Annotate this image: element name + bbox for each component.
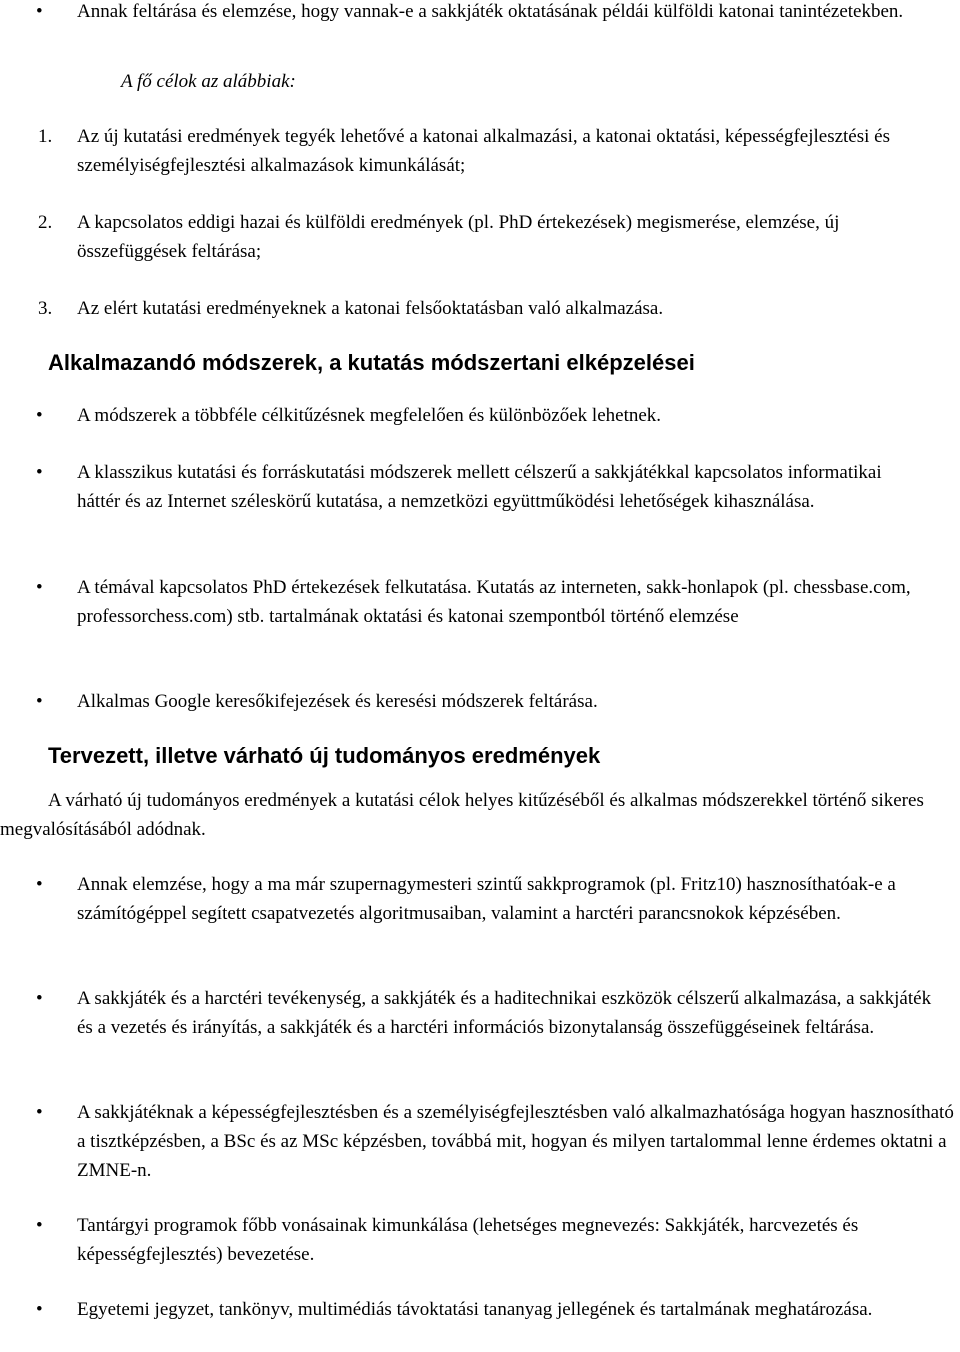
list-item-text: Annak feltárása és elemzése, hogy vannak-e a sakkjáték oktatásának példái külföldi katonai tanintézetekben.	[77, 1, 904, 22]
bullet-icon: •	[36, 1299, 43, 1320]
list-item-text: A kapcsolatos eddigi hazai és külföldi eredmények (pl. PhD értekezések) megismerése, elemzése, új összefüggések feltárása;	[77, 212, 840, 262]
list-item-text: Alkalmas Google keresőkifejezések és keresési módszerek feltárása.	[77, 691, 598, 712]
list-number: 1.	[38, 126, 53, 147]
bullet-icon: •	[36, 577, 43, 598]
list-item-text: A témával kapcsolatos PhD értekezések felkutatása. Kutatás az interneten, sakk-honlapok (pl. chessbase.com, professorchess.com) stb. tartalmának oktatási és katonai szempontból történő elemzése	[77, 577, 911, 627]
bullet-icon: •	[36, 462, 43, 483]
bullet-icon: •	[36, 691, 43, 712]
bullet-icon: •	[36, 1, 43, 22]
bullet-icon: •	[36, 1102, 43, 1123]
methods-heading: Alkalmazandó módszerek, a kutatás módszertani elképzelései	[48, 350, 695, 375]
list-item-text: A klasszikus kutatási és forráskutatási módszerek mellett célszerű a sakkjátékkal kapcsolatos informatikai háttér és az Internet széleskörű kutatása, a nemzetközi együttműködési lehetőségek kihasználása.	[77, 462, 882, 512]
list-number: 3.	[38, 298, 53, 319]
list-item-text: Egyetemi jegyzet, tankönyv, multimédiás távoktatási tananyag jellegének és tartalmának meghatározása.	[77, 1299, 873, 1320]
list-item-text: A sakkjátéknak a képességfejlesztésben és a személyiségfejlesztésben való alkalmazhatósága hogyan hasznosítható a tisztképzésben, a BSc és az MSc képzésben, továbbá mit, hogyan és milyen tartalommal lenne érdemes oktatni a ZMNE-n.	[77, 1102, 954, 1181]
results-paragraph: A várható új tudományos eredmények a kutatási célok helyes kitűzéséből és alkalmas módszerekkel történő sikeres megvalósításából adódnak.	[0, 790, 924, 840]
list-item-text: Tantárgyi programok főbb vonásainak kimunkálása (lehetséges megnevezés: Sakkjáték, harcvezetés és képességfejlesztés) bevezetése.	[77, 1215, 859, 1265]
bullet-icon: •	[36, 874, 43, 895]
list-item-text: Az új kutatási eredmények tegyék lehetővé a katonai alkalmazási, a katonai oktatási, képességfejlesztési és személyiségfejlesztési alkalmazások kimunkálását;	[77, 126, 890, 176]
bullet-icon: •	[36, 1215, 43, 1236]
bullet-icon: •	[36, 405, 43, 426]
goals-subheading: A fő célok az alábbiak:	[121, 71, 296, 92]
results-heading: Tervezett, illetve várható új tudományos eredmények	[48, 743, 601, 768]
list-item-text: Annak elemzése, hogy a ma már szupernagymesteri szintű sakkprogramok (pl. Fritz10) hasznosíthatóak-e a számítógéppel segített csapatvezetés algoritmusaiban, valamint a harctéri parancsnokok képzésében.	[77, 874, 896, 924]
list-item-text: A módszerek a többféle célkitűzésnek megfelelően és különbözőek lehetnek.	[77, 405, 662, 426]
bullet-icon: •	[36, 988, 43, 1009]
list-number: 2.	[38, 212, 53, 233]
list-item-text: Az elért kutatási eredményeknek a katonai felsőoktatásban való alkalmazása.	[77, 298, 664, 319]
list-item-text: A sakkjáték és a harctéri tevékenység, a sakkjáték és a haditechnikai eszközök célszerű alkalmazása, a sakkjáték és a vezetés és irányítás, a sakkjáték és a harctéri információs bizonytalanság összefüggéseinek feltárása.	[77, 988, 932, 1038]
